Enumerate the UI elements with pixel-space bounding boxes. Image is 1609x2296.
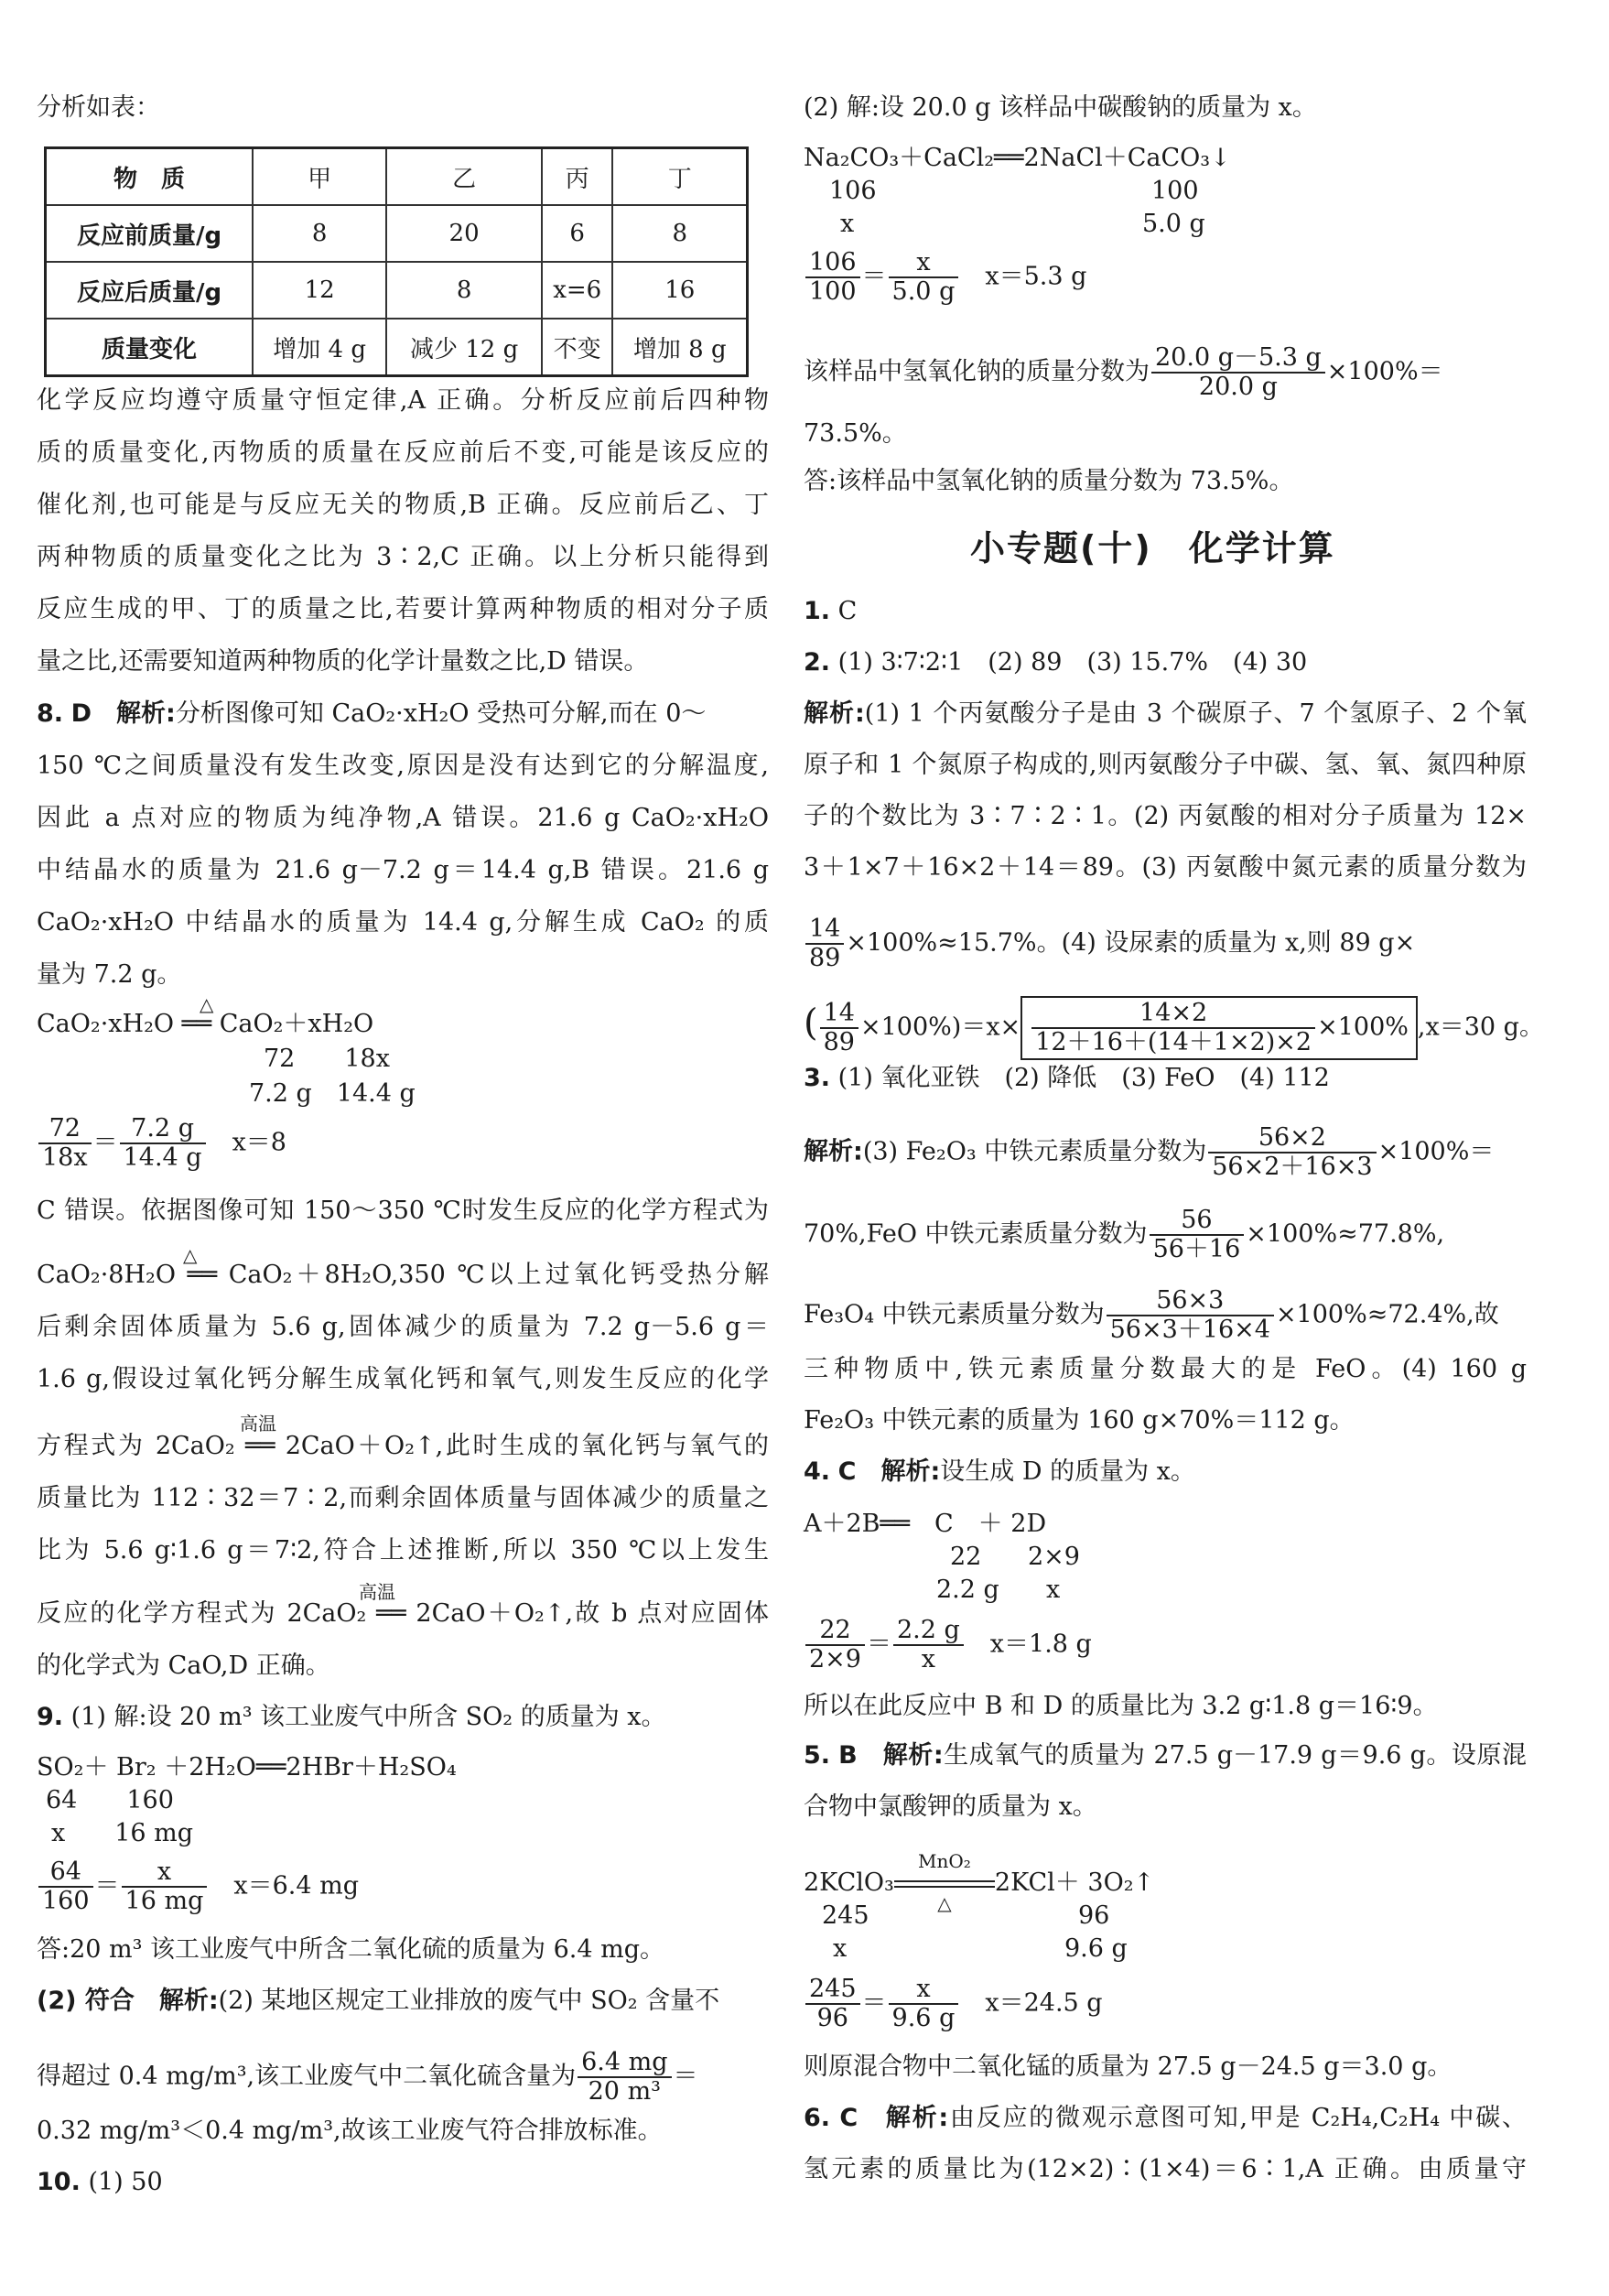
answer-label: C 解析:: [839, 2104, 949, 2132]
table-cell: 反应后质量/g: [46, 262, 254, 319]
q8-line: 质量比为 112∶32＝7∶2,而剩余固体质量与固体减少的质量之: [37, 1484, 769, 1512]
q3-analysis-line: Fe₂O₃ 中铁元素的质量为 160 g×70%＝112 g。: [804, 1406, 1355, 1435]
table-header-cell: 丙: [542, 148, 613, 206]
q9-part2-line: 0.32 mg/m³＜0.4 mg/m³,故该工业废气符合排放标准。: [37, 2117, 663, 2145]
question-number: 4.: [804, 1457, 831, 1486]
q9-text: (2) 某地区规定工业排放的废气中 SO₂ 含量不: [218, 1987, 720, 2015]
high-temp-condition: 高温: [359, 1581, 395, 1603]
fraction: $\frac{72}{18x}$: [38, 1115, 92, 1172]
table-row: [46, 262, 748, 319]
table-cell: 8: [253, 205, 386, 262]
fraction: $\frac{x}{16 mg}$: [122, 1858, 208, 1915]
question-number: 5.: [804, 1741, 831, 1770]
fraction: $\frac{14}{89}$: [805, 915, 844, 972]
q3-line: 3. (1) 氧化亚铁 (2) 降低 (3) FeO (4) 112: [804, 1064, 1330, 1092]
equation-row: x: [1046, 1576, 1061, 1604]
q2-analysis-line: 子的个数比为 3∶7∶2∶1。(2) 丙氨酸的相对分子质量为 12×: [804, 802, 1527, 830]
fraction: $\frac{20.0 g-5.3 g}{20.0 g}$: [1151, 344, 1325, 401]
analysis-line: 反应生成的甲、丁的质量之比,若要计算两种物质的相对分子质: [37, 595, 769, 623]
table-cell: 减少 12 g: [386, 319, 542, 376]
q6-line: 氢元素的质量比为(12×2)∶(1×4)＝6∶1,A 正确。由质量守: [804, 2155, 1527, 2183]
question-number: 1.: [804, 597, 831, 625]
proportion-equation: $\frac{106}{100}$ ＝ $\frac{x}{5.0 g}$ x＝5.3 g: [804, 249, 1086, 306]
q8-line: 的化学式为 CaO,D 正确。: [37, 1652, 330, 1680]
fraction: $\frac{56\times 3}{56\times 3+16\times 4}$: [1107, 1287, 1274, 1344]
q8-text: 分析图像可知 CaO₂·xH₂O 受热可分解,而在 0～: [175, 699, 707, 728]
table-cell: 8: [612, 205, 747, 262]
table-cell: 16: [612, 262, 747, 319]
q2-analysis-line: $\frac{14}{89}$ ×100%≈15.7%。(4) 设尿素的质量为 x,则 89 g×: [804, 915, 1415, 972]
heat-condition: △: [200, 993, 214, 1015]
proportion-equation: $\frac{72}{18x}$ ＝ $\frac{7.2 g}{14.4 g}$ x＝8: [37, 1115, 286, 1172]
answer-label: 解析:: [804, 1137, 863, 1166]
bracket-expression: $\frac{14\times 2}{12+16+(14+1\times 2)\times 2}$ ×100%: [1020, 996, 1418, 1060]
table-cell: x=6: [542, 262, 613, 319]
table-cell: 6: [542, 205, 613, 262]
q4-answer: 所以在此反应中 B 和 D 的质量比为 3.2 g∶1.8 g＝16∶9。: [804, 1692, 1438, 1720]
equation-row: 100: [1151, 177, 1199, 205]
table-cell: 8: [386, 262, 542, 319]
fraction: $\frac{245}{96}$: [805, 1976, 860, 2032]
table-row: [46, 205, 748, 262]
fraction: $\frac{14\times 2}{12+16+(14+1\times 2)\times 2}$: [1031, 1000, 1315, 1056]
q10-answer: 答:该样品中氢氧化钠的质量分数为 73.5%。: [804, 467, 1294, 495]
fraction: $\frac{64}{160}$: [38, 1858, 93, 1915]
q2-analysis-line: 原子和 1 个氮原子构成的,则丙氨酸分子中碳、氢、氧、氮四种原: [804, 751, 1527, 779]
table-cell: 不变: [542, 319, 613, 376]
analysis-line: 量之比,还需要知道两种物质的化学计量数之比,D 错误。: [37, 647, 649, 676]
heat-condition: △: [183, 1244, 198, 1266]
q1-line: 1. C: [804, 597, 858, 625]
q8-line: 中结晶水的质量为 21.6 g－7.2 g＝14.4 g,B 错误。21.6 g: [37, 856, 769, 884]
equation-row: 5.0 g: [1142, 210, 1205, 238]
high-temp-condition: 高温: [240, 1413, 276, 1435]
q4-line: 4. C 解析:设生成 D 的质量为 x。: [804, 1457, 1195, 1486]
table-cell: 增加 8 g: [612, 319, 747, 376]
fraction: $\frac{22}{2\times 9}$: [805, 1617, 865, 1673]
fraction: $\frac{7.2 g}{14.4 g}$: [120, 1115, 206, 1172]
fraction: $\frac{106}{100}$: [805, 249, 860, 306]
q8-line: 反应的化学方程式为 2CaO₂ ══ 2CaO＋O₂↑,故 b 点对应固体: [37, 1599, 769, 1628]
q10-text: (1) 50: [88, 2168, 163, 2196]
table-cell: 质量变化: [46, 319, 254, 376]
answer-label: (2) 符合 解析:: [37, 1987, 219, 2015]
q10-result: 73.5%。: [804, 419, 907, 448]
equation-row: 64 160: [46, 1786, 174, 1814]
table-cell: 12: [253, 262, 386, 319]
q8-line: 因此 a 点对应的物质为纯净物,A 错误。21.6 g CaO₂·xH₂O: [37, 804, 769, 832]
section-heading: 小专题(十) 化学计算: [970, 528, 1335, 569]
equation-row: 96: [1078, 1901, 1110, 1930]
q2-line: 2. (1) 3∶7∶2∶1 (2) 89 (3) 15.7% (4) 30: [804, 648, 1308, 677]
q9-part2-line: [37, 1985, 719, 2018]
fraction: $\frac{56}{56+16}$: [1150, 1207, 1245, 1263]
q10-part2-line: (2) 解:设 20.0 g 该样品中碳酸钠的质量为 x。: [804, 93, 1317, 122]
fraction: $\frac{14}{89}$: [820, 1000, 858, 1056]
table-cell: 增加 4 g: [253, 319, 386, 376]
table-header-cell: 物 质: [46, 148, 254, 206]
q3-analysis-line: 三种物质中,铁元素质量分数最大的是 FeO。(4) 160 g: [804, 1355, 1527, 1383]
q8-line: C 错误。依据图像可知 150～350 ℃时发生反应的化学方程式为: [37, 1197, 769, 1225]
analysis-line: 催化剂,也可能是与反应无关的物质,B 正确。反应前后乙、丁: [37, 491, 769, 519]
question-number: 2.: [804, 648, 831, 677]
proportion-equation: $\frac{64}{160}$ ＝ $\frac{x}{16 mg}$ x＝6.4 mg: [37, 1858, 359, 1915]
q2-analysis-line: ( $\frac{14}{89}$ ×100%)＝x× $\frac{14\times 2}{12+16+(14+1\times 2)\times 2}$ ×100% ,x＝30 g。: [804, 996, 1544, 1060]
equation-row: 106: [829, 177, 877, 205]
analysis-line: 质的质量变化,丙物质的质量在反应前后不变,可能是该反应的: [37, 439, 769, 467]
equation-row: 9.6 g: [1064, 1934, 1128, 1963]
reaction-condition: MnO₂ △: [894, 1868, 995, 1899]
equation-row: x: [833, 1934, 848, 1963]
analysis-line: 化学反应均遵守质量守恒定律,A 正确。分析反应前后四种物: [37, 386, 769, 415]
equation-row: 22: [950, 1543, 982, 1571]
q5-line: 5. B 解析:生成氧气的质量为 27.5 g－17.9 g＝9.6 g。设原混: [804, 1741, 1527, 1770]
q10-part2-line: 该样品中氢氧化钠的质量分数为 $\frac{20.0 g-5.3 g}{20.0 g}$ ×100%＝: [804, 343, 1443, 401]
q8-line: 150 ℃之间质量没有发生改变,原因是没有达到它的分解温度,: [37, 752, 769, 780]
chemical-equation: SO₂＋ Br₂ ＋2H₂O══2HBr＋H₂SO₄: [37, 1753, 457, 1782]
q8-first-line: [37, 698, 706, 731]
mass-change-table: [44, 146, 749, 377]
equation-row: 245: [822, 1901, 869, 1930]
q8-line: 后剩余固体质量为 5.6 g,固体减少的质量为 7.2 g－5.6 g＝: [37, 1313, 769, 1341]
equation-row: 2×9: [1028, 1543, 1080, 1571]
equation-row: x: [840, 210, 855, 238]
chemical-equation: 2KClO₃ MnO₂ △ 2KCl＋ 3O₂↑: [804, 1850, 1155, 1914]
fraction: $\frac{x}{5.0 g}$: [889, 249, 959, 306]
chemical-equation: CaO₂·xH₂O ══ CaO₂＋xH₂O: [37, 1010, 374, 1038]
q10-first-line: [37, 2166, 163, 2199]
proportion-equation: $\frac{22}{2\times 9}$ ＝ $\frac{2.2 g}{x}$ x＝1.8 g: [804, 1617, 1092, 1673]
answer-label: 解析:: [804, 699, 865, 728]
q3-analysis-line: 解析:(3) Fe₂O₃ 中铁元素质量分数为 $\frac{56\times 2}{56\times 2+16\times 3}$ ×100%＝: [804, 1123, 1495, 1181]
q8-line: 比为 5.6 g∶1.6 g＝7∶2,符合上述推断,所以 350 ℃以上发生: [37, 1536, 769, 1565]
chemical-equation: Na₂CO₃＋CaCl₂══2NaCl＋CaCO₃↓: [804, 144, 1231, 172]
equation-row: 72 18x: [264, 1045, 390, 1073]
question-number: 3.: [804, 1064, 831, 1092]
q9-text: (1) 解:设 20 m³ 该工业废气中所含 SO₂ 的质量为 x。: [70, 1703, 666, 1731]
question-number: 8.: [37, 699, 64, 728]
q9-answer: 答:20 m³ 该工业废气中所含二氧化硫的质量为 6.4 mg。: [37, 1935, 665, 1964]
fraction: $\frac{56\times 2}{56\times 2+16\times 3}$: [1208, 1124, 1376, 1181]
table-header-row: [46, 148, 748, 206]
table-header-cell: 丁: [612, 148, 747, 206]
question-number: 9.: [37, 1703, 64, 1731]
equation-row: x 16 mg: [51, 1819, 194, 1847]
answer-label: D 解析:: [70, 699, 176, 728]
q8-line: 方程式为 2CaO₂ ══ 2CaO＋O₂↑,此时生成的氧化钙与氧气的: [37, 1432, 769, 1460]
proportion-equation: $\frac{245}{96}$ ＝ $\frac{x}{9.6 g}$ x＝24.5 g: [804, 1976, 1103, 2032]
q2-analysis-line: 3＋1×7＋16×2＋14＝89。(3) 丙氨酸中氮元素的质量分数为: [804, 853, 1527, 882]
q2-analysis-line: 解析:(1) 1 个丙氨酸分子是由 3 个碳原子、7 个氢原子、2 个氧: [804, 699, 1527, 728]
table-row: [46, 319, 748, 376]
q5-answer: 则原混合物中二氧化锰的质量为 27.5 g－24.5 g＝3.0 g。: [804, 2052, 1452, 2081]
q8-line: CaO₂·8H₂O ══ CaO₂＋8H₂O,350 ℃以上过氧化钙受热分解: [37, 1261, 769, 1289]
q5-line: 合物中氯酸钾的质量为 x。: [804, 1792, 1097, 1821]
q9-first-line: [37, 1701, 666, 1734]
equation-row: 7.2 g 14.4 g: [249, 1079, 416, 1108]
fraction: $\frac{2.2 g}{x}$: [893, 1617, 964, 1673]
q8-line: 量为 7.2 g。: [37, 960, 182, 989]
q8-line: CaO₂·xH₂O 中结晶水的质量为 14.4 g,分解生成 CaO₂ 的质: [37, 908, 769, 937]
fraction: $\frac{6.4 mg}{\text{20 m³}}$: [578, 2049, 671, 2106]
answer-label: C 解析:: [837, 1457, 941, 1486]
fraction: $\frac{x}{9.6 g}$: [889, 1976, 959, 2032]
analysis-line: 两种物质的质量变化之比为 3∶2,C 正确。以上分析只能得到: [37, 543, 769, 571]
answer-label: B 解析:: [838, 1741, 944, 1770]
equation-row: 2.2 g: [936, 1576, 999, 1604]
q3-analysis-line: 70%,FeO 中铁元素质量分数为 $\frac{56}{56+16}$ ×100%≈77.8%,: [804, 1206, 1445, 1263]
table-cell: 20: [386, 205, 542, 262]
q9-part2-line: 得超过 0.4 mg/m³,该工业废气中二氧化硫含量为 $\frac{6.4 mg}{\text{20 m³}}$ ＝: [37, 2048, 698, 2106]
table-header-cell: 甲: [253, 148, 386, 206]
q8-line: 1.6 g,假设过氧化钙分解生成氧化钙和氧气,则发生反应的化学: [37, 1365, 769, 1393]
table-cell: 反应前质量/g: [46, 205, 254, 262]
question-number: 6.: [804, 2104, 831, 2132]
question-number: 10.: [37, 2168, 81, 2196]
table-header-cell: 乙: [386, 148, 542, 206]
intro-text: 分析如表：: [37, 93, 160, 122]
q3-analysis-line: Fe₃O₄ 中铁元素质量分数为 $\frac{56\times 3}{56\times 3+16\times 4}$ ×100%≈72.4%,故: [804, 1286, 1499, 1344]
q6-line: 6. C 解析:由反应的微观示意图可知,甲是 C₂H₄,C₂H₄ 中碳、: [804, 2104, 1527, 2132]
chemical-equation: A＋2B══ C ＋ 2D: [804, 1510, 1047, 1538]
